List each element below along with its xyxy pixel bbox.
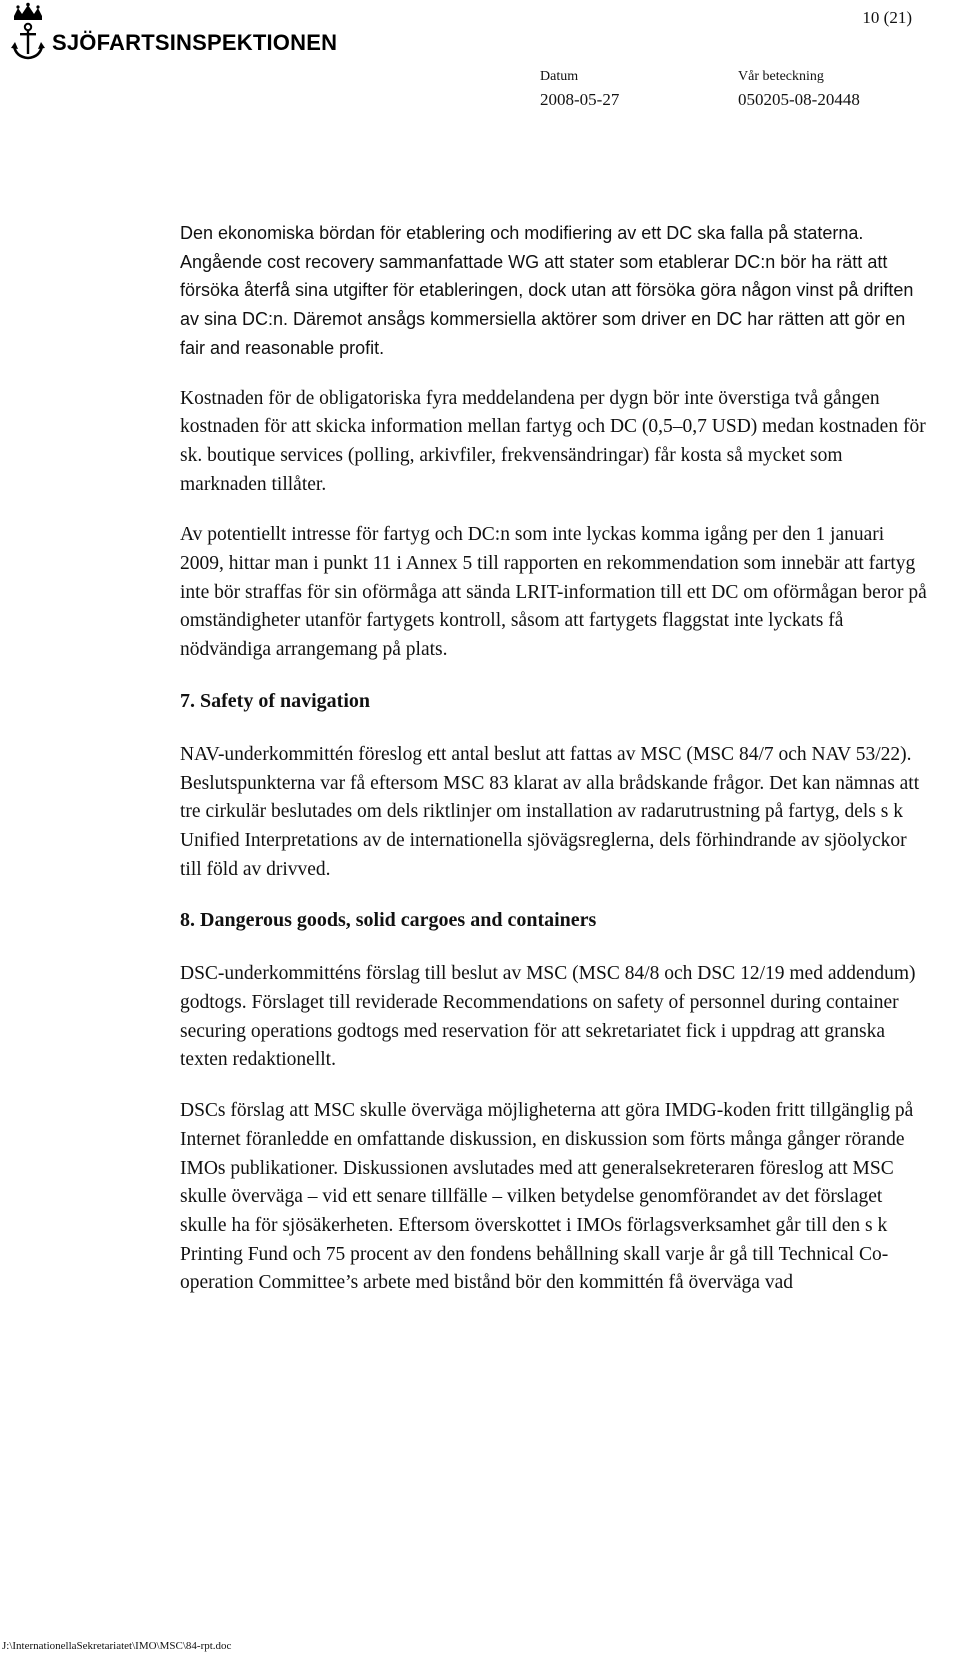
paragraph-cost-burden: Den ekonomiska bördan för etablering och modifiering av ett DC ska falla på staterna. Angående cost recovery sammanfattade WG att stater som etablerar DC:n bör ha rätt att försöka återfå sina utgifter för etableringen, dock utan att försöka göra någon vinst på driften av sina DC:n. Däremot ansågs kommersiella aktörer som driver en DC har rätten att gör en fair and reasonable profit.: [180, 223, 914, 358]
footer-file-path: J:\InternationellaSekretariatet\IMO\MSC\84-rpt.doc: [2, 1640, 232, 1652]
paragraph-dsc-subcommittee: DSC-underkommitténs förslag till beslut av MSC (MSC 84/8 och DSC 12/19 med addendum) godtogs. Förslaget till reviderade Recommendations on safety of personnel during container securing operations godtogs med reservation för att sekretariatet fick i uppdrag att granska texten redaktionellt.: [180, 963, 916, 1071]
heading-safety-of-navigation: 7. Safety of navigation: [180, 689, 370, 712]
document-body: [180, 219, 930, 1320]
reference-value: 050205-08-20448: [738, 90, 860, 109]
page-number: 10 (21): [862, 8, 912, 27]
heading-dangerous-goods: 8. Dangerous goods, solid cargoes and containers: [180, 909, 597, 932]
paragraph-message-costs: Kostnaden för de obligatoriska fyra meddelandena per dygn bör inte överstiga två gången kostnaden för att skicka information mellan fartyg och DC (0,5–0,7 USD) medan kostnaden för sk. boutique services (polling, arkivfiler, frekvensändringar) får kosta så mycket som marknaden tillåter.: [180, 387, 926, 495]
paragraph-imdg-code: DSCs förslag att MSC skulle överväga möjligheterna att göra IMDG-koden fritt tillgänglig på Internet föranledde en omfattande diskussion, en diskussion som förts många gånger rörande IMOs publikationer. Diskussionen avslutades med att generalsekreteraren föreslog att MSC skulle överväga – vid ett senare tillfälle – vilken betydelse genomförandet av det förslaget skulle ha för sjösäkerheten. Eftersom överskottet i IMOs förlagsverksamhet går till den s k Printing Fund och 75 procent av den fondens behållning skall varje år gå till Technical Co-operation Committee’s arbete med bistånd bör den kommittén få överväga vad: [180, 1100, 914, 1294]
date-label: Datum: [540, 69, 579, 84]
org-name: SJÖFARTSINSPEKTIONEN: [52, 30, 338, 55]
header-logo: [6, 2, 338, 66]
reference-label: Vår beteckning: [738, 69, 824, 84]
crown-anchor-icon: [6, 2, 50, 64]
paragraph-nav-subcommittee: NAV-underkommittén föreslog ett antal beslut att fattas av MSC (MSC 84/7 och NAV 53/22). Beslutspunkterna var få eftersom MSC 83 klarat av alla brådskande frågor. Det kan nämnas att tre cirkulär beslutades om dels riktlinjer om installation av radarutrustning på fartyg, dels s k Unified Interpretations av de internationella sjövägsreglerna, dels förhindrande av sjöolyckor till föld av drivved.: [180, 743, 920, 880]
date-value: 2008-05-27: [540, 90, 620, 109]
paragraph-lrit-recommendation: Av potentiellt intresse för fartyg och DC:n som inte lyckas komma igång per den 1 januari 2009, hittar man i punkt 11 i Annex 5 till rapporten en rekommendation som innebär att fartyg inte bör straffas för sin oförmåga att sända LRIT-information till ett DC om oförmågan beror på omständigheter utanför fartygets kontroll, såsom att fartygets flaggstat inte lyckats få nödvändiga arrangemang på plats.: [180, 524, 927, 661]
